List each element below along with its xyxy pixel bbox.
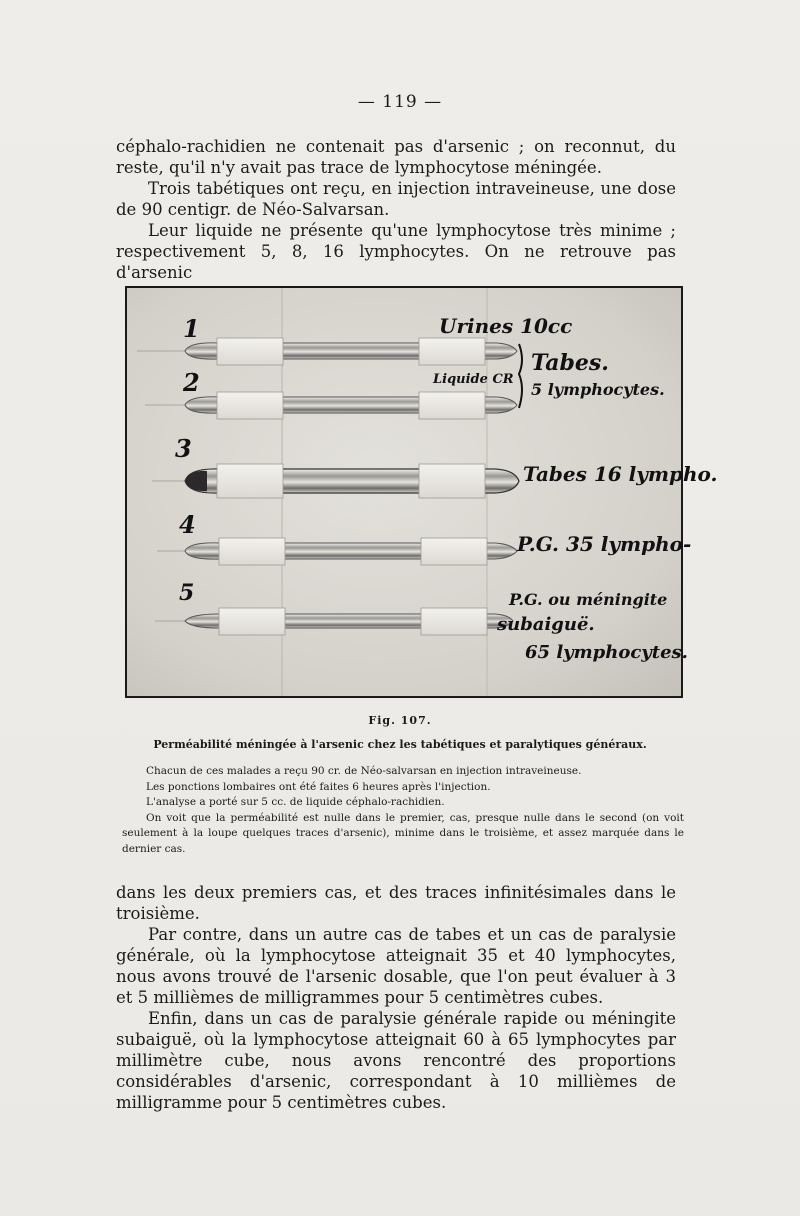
caption-body [122, 764, 684, 857]
caption-line: L'analyse a porté sur 5 cc. de liquide céphalo-rachidien. [146, 796, 445, 808]
annotation-tabes-16: Tabes 16 lympho. [523, 462, 718, 486]
tube-5 [155, 608, 513, 635]
paragraph: Enfin, dans un cas de paralysie générale rapide ou méningite subaiguë, où la lymphocytose atteignait 60 à 65 lymphocytes par millimètre cube, nous avons rencontré des proportions considérables d'arsenic, correspondant à 10 millièmes de milligramme pour 5 centimètres cubes. [116, 1009, 676, 1112]
bottom-text-block [116, 882, 676, 1113]
caption-line: On voit que la perméabilité est nulle dans le premier, cas, presque nulle dans le second (on voit seulement à la loupe quelques traces d'arsenic), minime dans le troisième, et assez marquée dans le dernier cas. [122, 811, 684, 855]
annotation-pg-meningite: P.G. ou méningite [509, 590, 668, 609]
annotation-65-lymphocytes: 65 lymphocytes. [525, 642, 688, 663]
paragraph: Trois tabétiques ont reçu, en injection intraveineuse, une dose de 90 centigr. de Néo-Salvarsan. [116, 179, 676, 219]
annotation-liquide: Liquide CR [433, 372, 514, 387]
tube-number: 2 [183, 368, 200, 397]
figure-number: Fig. 107. [368, 714, 432, 727]
caption-line: Les ponctions lombaires ont été faites 6 heures après l'injection. [146, 780, 491, 793]
figure-photograph [125, 286, 718, 698]
page-number: — 119 — [357, 92, 443, 112]
paragraph: Par contre, dans un autre cas de tabes et un cas de paralysie générale, où la lymphocytose atteignait 35 et 40 lymphocytes, nous avons trouvé de l'arsenic dosable, que l'on peut évaluer à 3 et 5 millièmes de milligrammes pour 5 centimètres cubes. [116, 925, 676, 1007]
annotation-subaigue: subaiguë. [497, 614, 595, 635]
top-text-block [116, 136, 676, 283]
tube-2 [145, 392, 517, 419]
paragraph: Leur liquide ne présente qu'une lymphocytose très minime ; respectivement 5, 8, 16 lymphocytes. On ne retrouve pas d'arsenic [116, 221, 676, 282]
annotation-pg-35: P.G. 35 lympho- [517, 532, 692, 556]
tube-number: 1 [183, 314, 200, 343]
bracket [519, 344, 522, 408]
tube-number: 3 [175, 434, 192, 463]
annotation-urines: Urines 10cc [439, 314, 573, 338]
tube-3 [152, 464, 519, 498]
paragraph: céphalo-rachidien ne contenait pas d'arsenic ; on reconnut, du reste, qu'il n'y avait pas trace de lymphocytose méningée. [116, 137, 676, 177]
caption-title: Perméabilité méningée à l'arsenic chez les tabétiques et paralytiques généraux. [153, 738, 647, 751]
paragraph: dans les deux premiers cas, et des traces infinitésimales dans le troisième. [116, 883, 676, 923]
caption-line: Chacun de ces malades a reçu 90 cr. de Néo-salvarsan en injection intraveineuse. [146, 765, 582, 777]
annotation-tabes: Tabes. [531, 350, 609, 376]
tube-number: 4 [179, 510, 196, 539]
tube-4 [157, 538, 517, 565]
annotation-5-lymphocytes: 5 lymphocytes. [531, 380, 665, 399]
tube-number: 5 [179, 580, 195, 606]
